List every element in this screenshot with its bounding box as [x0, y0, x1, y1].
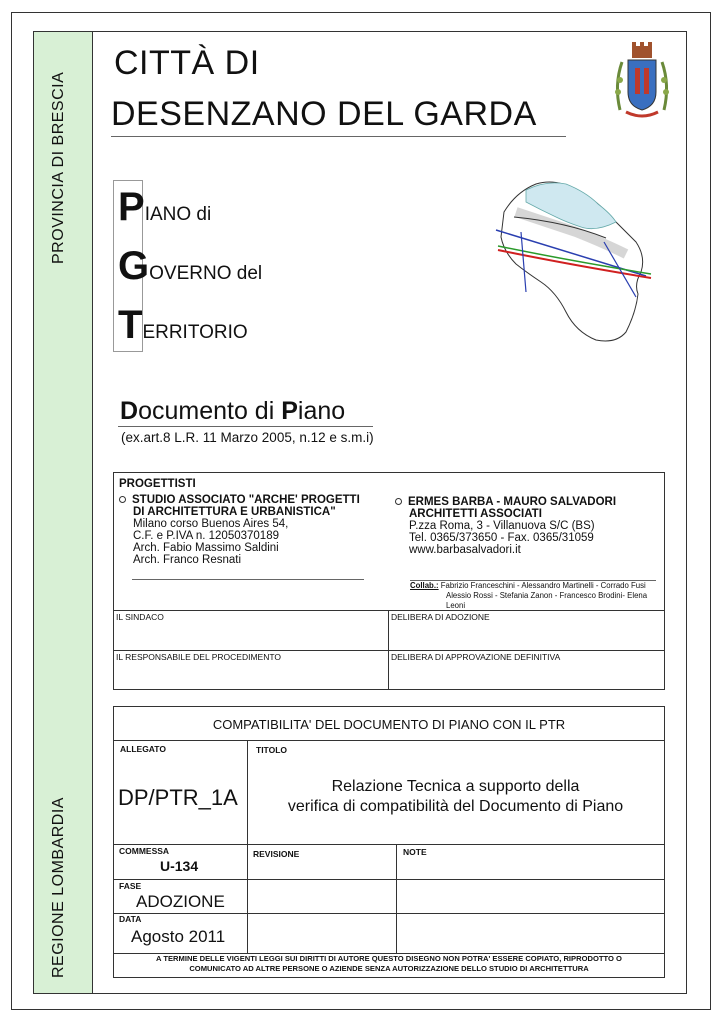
- disclaimer-line-1: A TERMINE DELLE VIGENTI LEGGI SUI DIRITTI DI AUTORE QUESTO DISEGNO NON POTRA' ESSERE COPIATO, RIPRODOTTO O: [156, 954, 622, 963]
- compat-col1-line: [247, 740, 248, 954]
- studio1-name-line1: STUDIO ASSOCIATO "ARCHE' PROGETTI: [132, 494, 360, 506]
- pgt-line-territorio: [118, 303, 248, 348]
- studio1-line-3: Arch. Fabio Massimo Saldini: [133, 542, 279, 554]
- data-value: Agosto 2011: [131, 927, 226, 946]
- bullet-icon: [119, 496, 126, 503]
- doc-initial-p: P: [281, 397, 298, 425]
- city-title-line1: CITTÀ DI: [114, 44, 260, 82]
- studio2-line-2: Tel. 0365/373650 - Fax. 0365/31059: [409, 532, 594, 544]
- doc-title-divider: [118, 426, 373, 427]
- pgt-initial-g: G: [118, 244, 150, 288]
- pgt-initial-p: P: [118, 185, 145, 229]
- approvals-mid-line: [114, 650, 664, 651]
- title-divider: [111, 136, 566, 137]
- city-title-line2: DESENZANO DEL GARDA: [111, 95, 537, 133]
- studio1-divider: [132, 579, 364, 580]
- compat-row1-line: [114, 844, 664, 845]
- doc-title-end: iano: [297, 397, 346, 425]
- compat-heading-line: [114, 740, 664, 741]
- progettisti-box: [113, 472, 665, 690]
- document-title: [120, 397, 345, 426]
- document-subtitle: (ex.art.8 L.R. 11 Marzo 2005, n.12 e s.m.i): [121, 430, 374, 445]
- allegato-value: DP/PTR_1A: [118, 785, 238, 810]
- approvals-split-line: [388, 610, 389, 689]
- sidebar: [33, 31, 93, 994]
- pgt-line-piano: [118, 185, 211, 230]
- studio2-line-3: www.barbasalvadori.it: [409, 544, 521, 556]
- compat-col2-line: [396, 844, 397, 953]
- studio1-line-4: Arch. Franco Resnati: [133, 554, 242, 566]
- delibera-approvazione-label: DELIBERA DI APPROVAZIONE DEFINITIVA: [391, 652, 561, 662]
- sindaco-label: IL SINDACO: [116, 612, 164, 622]
- disclaimer-line-2: COMUNICATO AD ALTRE PERSONE O AZIENDE SENZA AUTORIZZAZIONE DELLO STUDIO DI ARCHITETTURA: [189, 964, 589, 973]
- doc-initial-d: D: [120, 397, 139, 425]
- titolo-line-1: Relazione Tecnica a supporto della: [331, 778, 580, 795]
- studio2-block: [395, 496, 660, 556]
- studio2-name-line1: ERMES BARBA - MAURO SALVADORI: [408, 496, 617, 508]
- studio1-line-2: C.F. e P.IVA n. 12050370189: [133, 530, 279, 542]
- territory-map-icon: [486, 172, 666, 352]
- titolo-line-2: verifica di compatibilità del Documento di Piano: [287, 798, 624, 815]
- pgt-rest-governo: OVERNO del: [149, 263, 263, 284]
- commessa-value: U-134: [160, 858, 199, 874]
- compat-box: [113, 706, 665, 978]
- progettisti-heading: PROGETTISTI: [119, 478, 196, 490]
- sidebar-region-label: REGIONE LOMBARDIA: [50, 797, 67, 978]
- pgt-rest-piano: IANO di: [144, 204, 212, 225]
- collab-block: [410, 581, 660, 611]
- pgt-initial-t: T: [118, 303, 143, 347]
- compat-row2-line: [114, 879, 664, 880]
- compat-row3-line: [114, 913, 664, 914]
- data-label: DATA: [119, 914, 142, 924]
- pgt-rest-territorio: ERRITORIO: [142, 322, 248, 343]
- titolo-text: [247, 777, 664, 817]
- fase-label: FASE: [119, 881, 142, 891]
- fase-value: ADOZIONE: [136, 892, 225, 911]
- collab-label: Collab.:: [410, 581, 439, 590]
- studio2-line-1: P.zza Roma, 3 - Villanuova S/C (BS): [409, 520, 595, 532]
- revisione-label: REVISIONE: [253, 849, 300, 859]
- disclaimer: [114, 954, 664, 974]
- sidebar-province-label: PROVINCIA DI BRESCIA: [50, 71, 67, 264]
- studio1-line-1: Milano corso Buenos Aires 54,: [133, 518, 289, 530]
- bullet-icon: [395, 498, 402, 505]
- delibera-adozione-label: DELIBERA DI ADOZIONE: [391, 612, 490, 622]
- allegato-label: ALLEGATO: [120, 744, 166, 754]
- studio1-name-line2: DI ARCHITETTURA E URBANISTICA": [133, 506, 336, 518]
- note-label: NOTE: [403, 847, 427, 857]
- responsabile-label: IL RESPONSABILE DEL PROCEDIMENTO: [116, 652, 282, 662]
- titolo-label: TITOLO: [256, 745, 288, 755]
- compat-heading: COMPATIBILITA' DEL DOCUMENTO DI PIANO CON IL PTR: [212, 717, 566, 732]
- coat-of-arms-icon: [612, 40, 672, 120]
- approvals-top-line: [114, 610, 664, 611]
- commessa-label: COMMESSA: [119, 846, 170, 856]
- studio1-block: [119, 494, 369, 566]
- collab-line-2: Alessio Rossi - Stefania Zanon - Francesco Brodini- Elena Leoni: [446, 591, 648, 610]
- pgt-line-governo: [118, 244, 262, 289]
- studio2-name-line2: ARCHITETTI ASSOCIATI: [409, 508, 542, 520]
- collab-line-1: Fabrizio Franceschini - Alessandro Martinelli - Corrado Fusi: [440, 581, 646, 590]
- doc-title-mid: ocumento di: [138, 397, 282, 425]
